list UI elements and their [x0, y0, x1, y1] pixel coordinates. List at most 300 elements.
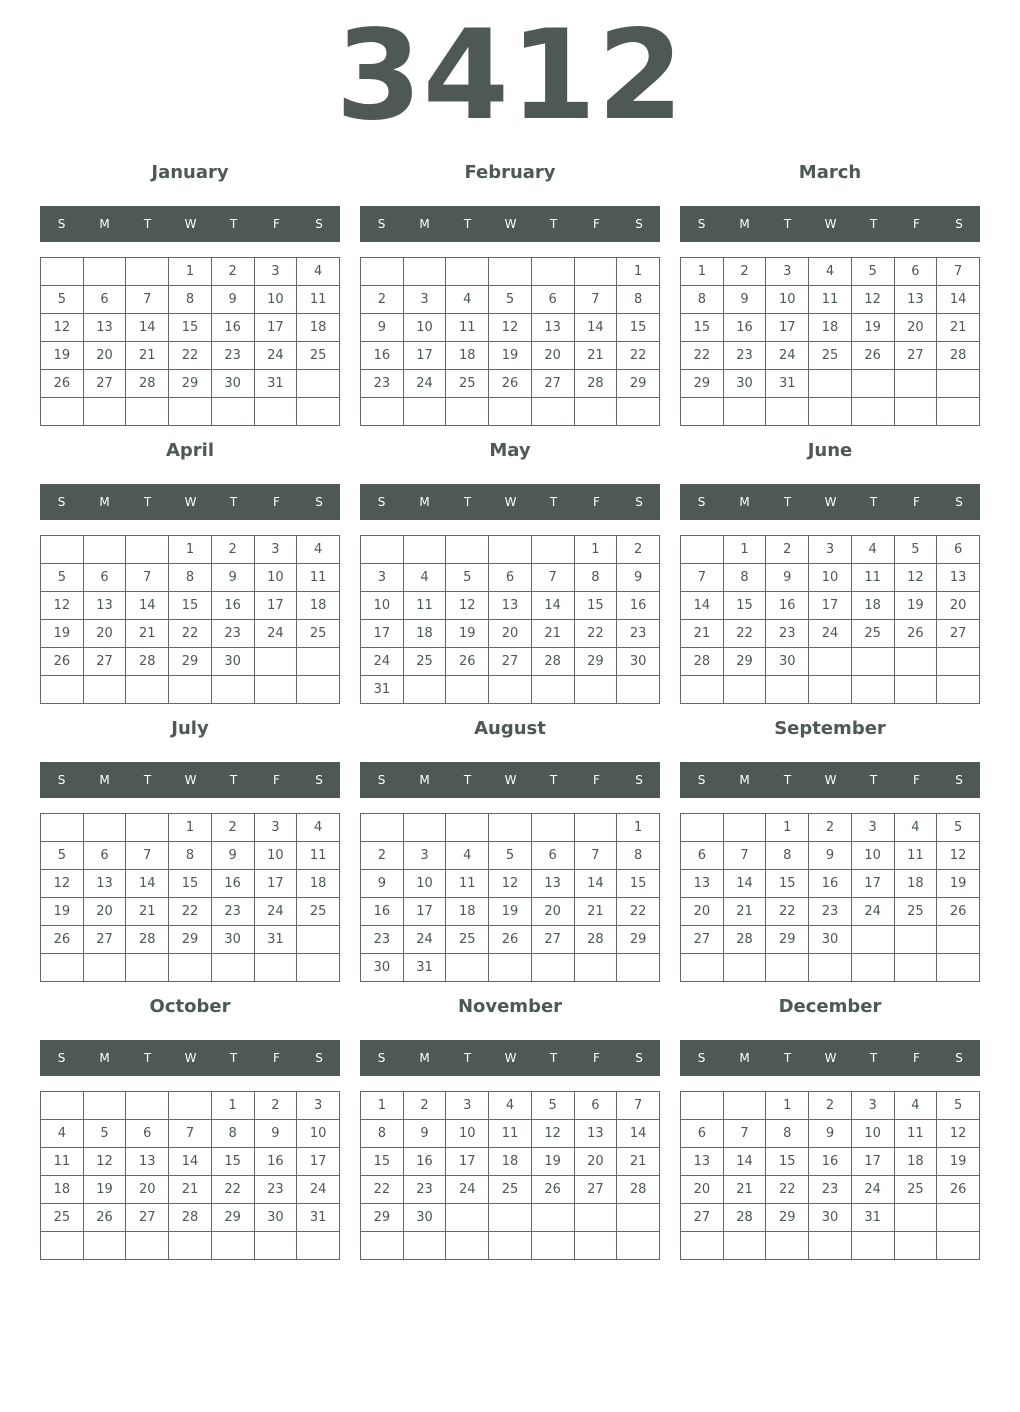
day-cell: 10	[254, 842, 297, 870]
day-cell: 18	[41, 1176, 84, 1204]
week-row	[361, 1232, 660, 1260]
day-cell: 11	[297, 564, 340, 592]
weekday-label: S	[57, 495, 66, 509]
day-cell: 25	[297, 898, 340, 926]
day-cell: 20	[681, 898, 724, 926]
month-name: April	[165, 440, 215, 461]
day-cell: 2	[211, 258, 254, 286]
day-cell: 29	[766, 926, 809, 954]
day-cell: 15	[617, 314, 660, 342]
month-june	[680, 436, 980, 704]
weekday-label: W	[824, 1051, 837, 1065]
week-row	[361, 648, 660, 676]
day-cell: 29	[617, 370, 660, 398]
day-cell: 2	[211, 814, 254, 842]
day-cell: 15	[574, 592, 617, 620]
week-row	[41, 1120, 340, 1148]
day-cell: 29	[681, 370, 724, 398]
empty-day-cell	[617, 954, 660, 982]
empty-day-cell	[937, 1232, 980, 1260]
week-row	[681, 1176, 980, 1204]
day-cell: 3	[254, 814, 297, 842]
week-row	[681, 814, 980, 842]
weekday-label: M	[99, 773, 110, 787]
day-cell: 3	[361, 564, 404, 592]
week-row	[681, 898, 980, 926]
empty-day-cell	[894, 926, 937, 954]
week-row	[361, 1092, 660, 1120]
day-cell: 2	[403, 1092, 446, 1120]
week-row	[361, 620, 660, 648]
week-row	[681, 314, 980, 342]
weekday-label: M	[99, 1051, 110, 1065]
day-cell: 28	[531, 648, 574, 676]
weekday-label: S	[697, 217, 706, 231]
day-cell: 12	[41, 592, 84, 620]
day-cell: 27	[83, 926, 126, 954]
weekday-label: F	[593, 217, 600, 231]
day-cell: 9	[211, 842, 254, 870]
day-cell: 3	[851, 1092, 894, 1120]
day-cell: 18	[489, 1148, 532, 1176]
week-row	[41, 314, 340, 342]
empty-day-cell	[297, 398, 340, 426]
day-cell: 7	[574, 286, 617, 314]
empty-day-cell	[211, 398, 254, 426]
day-cell: 15	[766, 870, 809, 898]
day-cell: 6	[83, 286, 126, 314]
day-grid	[40, 257, 340, 426]
day-cell: 2	[809, 814, 852, 842]
empty-day-cell	[809, 398, 852, 426]
day-cell: 6	[531, 842, 574, 870]
day-cell: 13	[83, 870, 126, 898]
empty-day-cell	[126, 398, 169, 426]
day-cell: 17	[254, 592, 297, 620]
day-cell: 1	[169, 814, 212, 842]
day-grid	[40, 813, 340, 982]
day-cell: 11	[446, 314, 489, 342]
day-cell: 4	[809, 258, 852, 286]
empty-day-cell	[446, 1204, 489, 1232]
day-cell: 5	[851, 258, 894, 286]
day-cell: 9	[617, 564, 660, 592]
week-row	[41, 954, 340, 982]
day-cell: 7	[617, 1092, 660, 1120]
day-cell: 8	[169, 286, 212, 314]
week-row	[361, 1204, 660, 1232]
weekday-header	[360, 484, 660, 520]
week-row	[681, 620, 980, 648]
day-cell: 23	[361, 370, 404, 398]
day-cell: 24	[403, 926, 446, 954]
day-cell: 27	[894, 342, 937, 370]
day-cell: 29	[617, 926, 660, 954]
day-cell: 4	[446, 286, 489, 314]
month-name: March	[798, 162, 862, 183]
day-cell: 10	[403, 870, 446, 898]
empty-day-cell	[489, 1232, 532, 1260]
empty-day-cell	[361, 536, 404, 564]
day-cell: 24	[766, 342, 809, 370]
empty-day-cell	[83, 676, 126, 704]
week-row	[41, 926, 340, 954]
empty-day-cell	[809, 1232, 852, 1260]
week-row	[361, 676, 660, 704]
empty-day-cell	[766, 676, 809, 704]
day-cell: 26	[446, 648, 489, 676]
day-cell: 9	[809, 1120, 852, 1148]
day-cell: 14	[574, 870, 617, 898]
empty-day-cell	[126, 536, 169, 564]
day-cell: 4	[297, 814, 340, 842]
day-cell: 11	[297, 842, 340, 870]
empty-day-cell	[403, 1232, 446, 1260]
weekday-label: M	[419, 495, 430, 509]
day-cell: 27	[489, 648, 532, 676]
day-cell: 6	[681, 1120, 724, 1148]
week-row	[361, 398, 660, 426]
weekday-label: T	[143, 217, 152, 231]
week-row	[361, 870, 660, 898]
day-cell: 6	[126, 1120, 169, 1148]
day-cell: 16	[211, 592, 254, 620]
day-cell: 11	[297, 286, 340, 314]
week-row	[361, 258, 660, 286]
day-cell: 13	[126, 1148, 169, 1176]
weekday-label: T	[869, 495, 878, 509]
day-cell: 30	[211, 926, 254, 954]
day-cell: 28	[169, 1204, 212, 1232]
day-cell: 2	[361, 842, 404, 870]
day-cell: 5	[83, 1120, 126, 1148]
weekday-label: T	[229, 495, 238, 509]
weekday-label: T	[549, 773, 558, 787]
day-cell: 15	[361, 1148, 404, 1176]
day-cell: 27	[531, 926, 574, 954]
week-row	[681, 564, 980, 592]
week-row	[681, 258, 980, 286]
day-cell: 18	[894, 1148, 937, 1176]
week-row	[361, 1176, 660, 1204]
weekday-header	[680, 206, 980, 242]
day-cell: 25	[297, 620, 340, 648]
day-cell: 14	[617, 1120, 660, 1148]
empty-day-cell	[681, 398, 724, 426]
week-row	[41, 342, 340, 370]
weekday-label: S	[377, 773, 386, 787]
month-january	[40, 158, 340, 426]
day-grid	[360, 1091, 660, 1260]
day-cell: 10	[766, 286, 809, 314]
day-cell: 1	[723, 536, 766, 564]
day-cell: 13	[531, 314, 574, 342]
weekday-label: S	[315, 1051, 323, 1065]
empty-day-cell	[531, 536, 574, 564]
day-cell: 13	[894, 286, 937, 314]
week-row	[361, 954, 660, 982]
empty-day-cell	[83, 536, 126, 564]
day-cell: 24	[403, 370, 446, 398]
empty-day-cell	[126, 814, 169, 842]
day-cell: 30	[723, 370, 766, 398]
day-cell: 17	[403, 898, 446, 926]
day-cell: 11	[403, 592, 446, 620]
day-cell: 25	[851, 620, 894, 648]
weekday-label: F	[273, 773, 280, 787]
day-cell: 20	[937, 592, 980, 620]
week-row	[681, 1232, 980, 1260]
day-cell: 9	[211, 564, 254, 592]
day-cell: 24	[254, 342, 297, 370]
empty-day-cell	[254, 676, 297, 704]
day-cell: 3	[446, 1092, 489, 1120]
day-cell: 28	[937, 342, 980, 370]
day-cell: 13	[937, 564, 980, 592]
weekday-label: M	[419, 773, 430, 787]
empty-day-cell	[489, 814, 532, 842]
day-cell: 7	[723, 1120, 766, 1148]
empty-day-cell	[937, 1204, 980, 1232]
empty-day-cell	[723, 954, 766, 982]
day-cell: 9	[766, 564, 809, 592]
empty-day-cell	[403, 398, 446, 426]
month-february	[360, 158, 660, 426]
day-cell: 4	[297, 536, 340, 564]
day-cell: 20	[574, 1148, 617, 1176]
week-row	[681, 286, 980, 314]
weekday-label: T	[869, 217, 878, 231]
day-cell: 7	[681, 564, 724, 592]
empty-day-cell	[446, 398, 489, 426]
day-cell: 14	[126, 314, 169, 342]
weekday-label: T	[783, 495, 792, 509]
day-cell: 21	[574, 342, 617, 370]
day-cell: 12	[41, 314, 84, 342]
day-cell: 6	[489, 564, 532, 592]
weekday-label: S	[635, 217, 643, 231]
empty-day-cell	[446, 676, 489, 704]
day-cell: 18	[403, 620, 446, 648]
day-cell: 21	[169, 1176, 212, 1204]
day-cell: 7	[126, 842, 169, 870]
day-cell: 10	[297, 1120, 340, 1148]
day-cell: 25	[403, 648, 446, 676]
day-cell: 8	[723, 564, 766, 592]
day-cell: 8	[617, 842, 660, 870]
day-cell: 2	[766, 536, 809, 564]
empty-day-cell	[254, 1232, 297, 1260]
week-row	[361, 898, 660, 926]
day-cell: 22	[361, 1176, 404, 1204]
weekday-label: S	[315, 495, 323, 509]
empty-day-cell	[681, 1232, 724, 1260]
empty-day-cell	[809, 954, 852, 982]
week-row	[681, 592, 980, 620]
day-cell: 17	[851, 870, 894, 898]
day-cell: 5	[531, 1092, 574, 1120]
day-cell: 18	[446, 342, 489, 370]
month-name: January	[151, 162, 229, 183]
day-cell: 8	[169, 842, 212, 870]
week-row	[681, 676, 980, 704]
day-cell: 8	[211, 1120, 254, 1148]
empty-day-cell	[297, 648, 340, 676]
day-cell: 23	[809, 1176, 852, 1204]
day-cell: 19	[83, 1176, 126, 1204]
day-cell: 30	[617, 648, 660, 676]
day-cell: 22	[574, 620, 617, 648]
day-cell: 3	[766, 258, 809, 286]
day-cell: 31	[361, 676, 404, 704]
weekday-label: T	[463, 495, 472, 509]
day-cell: 22	[169, 620, 212, 648]
day-cell: 18	[894, 870, 937, 898]
day-cell: 5	[489, 286, 532, 314]
week-row	[41, 676, 340, 704]
day-cell: 19	[937, 1148, 980, 1176]
day-cell: 24	[297, 1176, 340, 1204]
day-cell: 29	[211, 1204, 254, 1232]
day-cell: 27	[681, 926, 724, 954]
week-row	[681, 1204, 980, 1232]
day-cell: 31	[254, 370, 297, 398]
weekday-label: W	[184, 495, 197, 509]
day-cell: 15	[681, 314, 724, 342]
day-cell: 27	[83, 370, 126, 398]
day-cell: 15	[723, 592, 766, 620]
weekday-label: T	[143, 1051, 152, 1065]
day-cell: 13	[83, 592, 126, 620]
weekday-label: T	[143, 773, 152, 787]
empty-day-cell	[894, 370, 937, 398]
weekday-header	[360, 206, 660, 242]
weekday-label: T	[463, 773, 472, 787]
empty-day-cell	[809, 370, 852, 398]
day-cell: 15	[169, 592, 212, 620]
week-row	[41, 842, 340, 870]
weekday-label: F	[593, 495, 600, 509]
empty-day-cell	[937, 676, 980, 704]
weekday-header	[360, 1040, 660, 1076]
month-july	[40, 714, 340, 982]
day-cell: 30	[361, 954, 404, 982]
weekday-label: S	[315, 217, 323, 231]
empty-day-cell	[41, 1092, 84, 1120]
weekday-label: T	[229, 1051, 238, 1065]
day-cell: 13	[83, 314, 126, 342]
day-cell: 5	[937, 814, 980, 842]
day-cell: 21	[126, 342, 169, 370]
day-cell: 5	[41, 286, 84, 314]
day-cell: 14	[126, 870, 169, 898]
empty-day-cell	[851, 370, 894, 398]
weekday-label: W	[824, 773, 837, 787]
day-cell: 11	[894, 1120, 937, 1148]
weekday-label: T	[783, 773, 792, 787]
day-cell: 15	[169, 314, 212, 342]
day-cell: 14	[723, 870, 766, 898]
day-cell: 26	[489, 926, 532, 954]
day-cell: 5	[894, 536, 937, 564]
day-cell: 2	[254, 1092, 297, 1120]
day-cell: 14	[126, 592, 169, 620]
day-cell: 13	[531, 870, 574, 898]
day-cell: 12	[937, 842, 980, 870]
day-cell: 8	[766, 842, 809, 870]
day-cell: 14	[169, 1148, 212, 1176]
week-row	[681, 1120, 980, 1148]
empty-day-cell	[723, 398, 766, 426]
day-cell: 19	[41, 620, 84, 648]
day-cell: 12	[41, 870, 84, 898]
empty-day-cell	[83, 814, 126, 842]
day-cell: 12	[489, 314, 532, 342]
month-march	[680, 158, 980, 426]
month-name: September	[774, 718, 886, 739]
day-cell: 8	[766, 1120, 809, 1148]
day-grid	[680, 257, 980, 426]
week-row	[41, 870, 340, 898]
day-cell: 22	[169, 898, 212, 926]
empty-day-cell	[531, 1232, 574, 1260]
empty-day-cell	[446, 258, 489, 286]
week-row	[361, 342, 660, 370]
day-cell: 31	[851, 1204, 894, 1232]
empty-day-cell	[126, 954, 169, 982]
week-row	[681, 398, 980, 426]
day-cell: 21	[574, 898, 617, 926]
day-cell: 8	[169, 564, 212, 592]
day-cell: 1	[766, 814, 809, 842]
empty-day-cell	[361, 814, 404, 842]
day-cell: 22	[617, 342, 660, 370]
month-name: December	[778, 996, 882, 1017]
day-cell: 15	[617, 870, 660, 898]
day-cell: 24	[851, 1176, 894, 1204]
day-cell: 21	[681, 620, 724, 648]
empty-day-cell	[894, 676, 937, 704]
day-cell: 26	[937, 1176, 980, 1204]
empty-day-cell	[531, 1204, 574, 1232]
day-cell: 16	[361, 898, 404, 926]
year-title: 3412	[335, 4, 685, 148]
day-cell: 7	[126, 564, 169, 592]
week-row	[41, 1204, 340, 1232]
day-cell: 1	[169, 258, 212, 286]
empty-day-cell	[531, 814, 574, 842]
week-row	[681, 954, 980, 982]
empty-day-cell	[254, 648, 297, 676]
day-cell: 17	[254, 870, 297, 898]
week-row	[361, 842, 660, 870]
empty-day-cell	[766, 398, 809, 426]
day-cell: 4	[489, 1092, 532, 1120]
weekday-label: F	[913, 773, 920, 787]
week-row	[681, 342, 980, 370]
empty-day-cell	[851, 398, 894, 426]
day-cell: 31	[766, 370, 809, 398]
empty-day-cell	[681, 814, 724, 842]
weekday-header	[40, 484, 340, 520]
day-cell: 23	[617, 620, 660, 648]
day-cell: 1	[211, 1092, 254, 1120]
day-cell: 6	[681, 842, 724, 870]
day-cell: 10	[809, 564, 852, 592]
day-cell: 25	[894, 1176, 937, 1204]
day-cell: 29	[169, 370, 212, 398]
empty-day-cell	[489, 1204, 532, 1232]
